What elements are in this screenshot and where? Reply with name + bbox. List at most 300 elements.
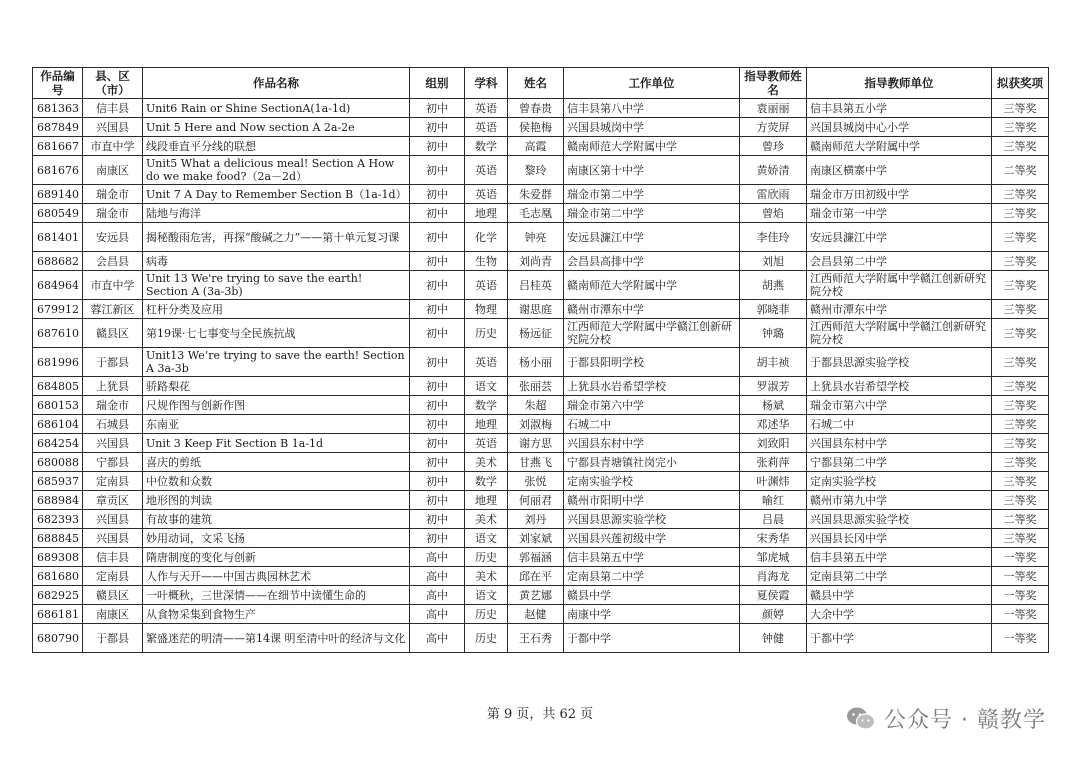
table-row xyxy=(33,319,1049,348)
cell-name: 曾春贵 xyxy=(508,99,564,118)
cell-county: 定南县 xyxy=(83,567,143,586)
cell-group: 初中 xyxy=(410,348,465,377)
cell-unit: 兴国县思源实验学校 xyxy=(564,510,740,529)
cell-unit: 宁都县青塘镇社岗完小 xyxy=(564,453,740,472)
cell-teacher: 张莉萍 xyxy=(740,453,807,472)
cell-county: 于都县 xyxy=(83,348,143,377)
cell-id: 688682 xyxy=(33,252,83,271)
cell-county: 上犹县 xyxy=(83,377,143,396)
cell-subject: 语文 xyxy=(465,529,508,548)
cell-id: 681363 xyxy=(33,99,83,118)
cell-id: 689140 xyxy=(33,185,83,204)
cell-group: 初中 xyxy=(410,252,465,271)
cell-title: 杠杆分类及应用 xyxy=(143,300,410,319)
cell-unit: 定南实验学校 xyxy=(564,472,740,491)
cell-name: 黄艺娜 xyxy=(508,586,564,605)
cell-award: 三等奖 xyxy=(992,252,1049,271)
cell-title: 骄路梨花 xyxy=(143,377,410,396)
cell-county: 市直中学 xyxy=(83,137,143,156)
cell-award: 一等奖 xyxy=(992,567,1049,586)
cell-group: 初中 xyxy=(410,99,465,118)
cell-subject: 英语 xyxy=(465,271,508,300)
table-row xyxy=(33,377,1049,396)
table-row xyxy=(33,156,1049,185)
cell-id: 684805 xyxy=(33,377,83,396)
cell-id: 680549 xyxy=(33,204,83,223)
cell-group: 初中 xyxy=(410,377,465,396)
cell-id: 686104 xyxy=(33,415,83,434)
cell-id: 685937 xyxy=(33,472,83,491)
cell-unit: 会昌县高排中学 xyxy=(564,252,740,271)
cell-teacher: 喻红 xyxy=(740,491,807,510)
cell-county: 定南县 xyxy=(83,472,143,491)
cell-title: 病毒 xyxy=(143,252,410,271)
cell-teacher-unit: 兴国县长冈中学 xyxy=(807,529,992,548)
cell-group: 初中 xyxy=(410,415,465,434)
cell-title: Unit 3 Keep Fit Section B 1a-1d xyxy=(143,434,410,453)
cell-unit: 信丰县第八中学 xyxy=(564,99,740,118)
cell-unit: 瑞金市第六中学 xyxy=(564,396,740,415)
cell-teacher: 郭晓菲 xyxy=(740,300,807,319)
header-award: 拟获奖项 xyxy=(992,68,1049,99)
cell-teacher: 钟健 xyxy=(740,624,807,653)
cell-group: 初中 xyxy=(410,396,465,415)
cell-unit: 上犹县水岩希望学校 xyxy=(564,377,740,396)
cell-group: 初中 xyxy=(410,223,465,252)
cell-group: 初中 xyxy=(410,118,465,137)
cell-name: 刘淑梅 xyxy=(508,415,564,434)
cell-teacher-unit: 江西师范大学附属中学赣江创新研究院分校 xyxy=(807,319,992,348)
cell-subject: 物理 xyxy=(465,300,508,319)
cell-name: 朱爱群 xyxy=(508,185,564,204)
table-row xyxy=(33,453,1049,472)
cell-teacher-unit: 兴国县东村中学 xyxy=(807,434,992,453)
table-row xyxy=(33,472,1049,491)
cell-unit: 江西师范大学附属中学赣江创新研究院分校 xyxy=(564,319,740,348)
table-row xyxy=(33,415,1049,434)
cell-subject: 历史 xyxy=(465,319,508,348)
cell-teacher: 叶渊炜 xyxy=(740,472,807,491)
cell-teacher: 刘致阳 xyxy=(740,434,807,453)
cell-name: 刘家斌 xyxy=(508,529,564,548)
cell-subject: 历史 xyxy=(465,605,508,624)
cell-id: 681401 xyxy=(33,223,83,252)
cell-county: 赣县区 xyxy=(83,586,143,605)
cell-teacher-unit: 南康区横寨中学 xyxy=(807,156,992,185)
cell-group: 初中 xyxy=(410,510,465,529)
cell-title: 妙用动词，文采飞扬 xyxy=(143,529,410,548)
cell-title: 从食物采集到食物生产 xyxy=(143,605,410,624)
cell-group: 高中 xyxy=(410,548,465,567)
cell-county: 章贡区 xyxy=(83,491,143,510)
cell-county: 信丰县 xyxy=(83,548,143,567)
cell-id: 688845 xyxy=(33,529,83,548)
cell-teacher-unit: 石城二中 xyxy=(807,415,992,434)
cell-county: 瑞金市 xyxy=(83,396,143,415)
cell-subject: 生物 xyxy=(465,252,508,271)
cell-group: 高中 xyxy=(410,586,465,605)
cell-teacher: 肖海龙 xyxy=(740,567,807,586)
cell-award: 三等奖 xyxy=(992,185,1049,204)
cell-title: Unit 13 We're trying to save the earth! Section A (3a-3b) xyxy=(143,271,410,300)
cell-county: 会昌县 xyxy=(83,252,143,271)
table-row xyxy=(33,204,1049,223)
cell-name: 张丽芸 xyxy=(508,377,564,396)
cell-unit: 南康中学 xyxy=(564,605,740,624)
cell-subject: 数学 xyxy=(465,137,508,156)
cell-title: Unit5 What a delicious meal! Section A How do we make food?（2a－2d） xyxy=(143,156,410,185)
cell-award: 三等奖 xyxy=(992,529,1049,548)
cell-subject: 化学 xyxy=(465,223,508,252)
cell-unit: 兴国县兴莲初级中学 xyxy=(564,529,740,548)
cell-unit: 石城二中 xyxy=(564,415,740,434)
cell-unit: 赣南师范大学附属中学 xyxy=(564,271,740,300)
table-row xyxy=(33,137,1049,156)
cell-county: 蓉江新区 xyxy=(83,300,143,319)
cell-id: 688984 xyxy=(33,491,83,510)
cell-name: 杨小丽 xyxy=(508,348,564,377)
cell-subject: 英语 xyxy=(465,434,508,453)
header-subject: 学科 xyxy=(465,68,508,99)
cell-title: 第19课·七七事变与全民族抗战 xyxy=(143,319,410,348)
cell-group: 高中 xyxy=(410,605,465,624)
cell-name: 王石秀 xyxy=(508,624,564,653)
cell-award: 三等奖 xyxy=(992,453,1049,472)
page-footer: 第 9 页，共 62 页 xyxy=(486,707,594,722)
cell-teacher-unit: 于都县思源实验学校 xyxy=(807,348,992,377)
cell-id: 686181 xyxy=(33,605,83,624)
cell-teacher: 曾珍 xyxy=(740,137,807,156)
cell-unit: 安远县濂江中学 xyxy=(564,223,740,252)
cell-group: 初中 xyxy=(410,204,465,223)
cell-unit: 赣县中学 xyxy=(564,586,740,605)
cell-county: 兴国县 xyxy=(83,118,143,137)
table-row xyxy=(33,118,1049,137)
cell-id: 687610 xyxy=(33,319,83,348)
cell-title: Unit6 Rain or Shine SectionA(1a-1d) xyxy=(143,99,410,118)
table-row xyxy=(33,185,1049,204)
cell-subject: 英语 xyxy=(465,348,508,377)
cell-teacher-unit: 赣州市潭东中学 xyxy=(807,300,992,319)
table-row xyxy=(33,99,1049,118)
cell-subject: 语文 xyxy=(465,586,508,605)
cell-award: 三等奖 xyxy=(992,319,1049,348)
cell-award: 三等奖 xyxy=(992,472,1049,491)
table-row xyxy=(33,586,1049,605)
cell-award: 一等奖 xyxy=(992,548,1049,567)
cell-teacher-unit: 信丰县第五中学 xyxy=(807,548,992,567)
cell-teacher-unit: 瑞金市第一中学 xyxy=(807,204,992,223)
cell-id: 680088 xyxy=(33,453,83,472)
cell-group: 初中 xyxy=(410,491,465,510)
cell-name: 邱在平 xyxy=(508,567,564,586)
cell-group: 初中 xyxy=(410,185,465,204)
cell-award: 一等奖 xyxy=(992,586,1049,605)
cell-county: 兴国县 xyxy=(83,510,143,529)
cell-unit: 南康区第十中学 xyxy=(564,156,740,185)
cell-title: 地形图的判读 xyxy=(143,491,410,510)
cell-teacher: 方荧屏 xyxy=(740,118,807,137)
cell-name: 侯艳梅 xyxy=(508,118,564,137)
cell-county: 赣县区 xyxy=(83,319,143,348)
cell-name: 刘丹 xyxy=(508,510,564,529)
cell-teacher: 胡丰祯 xyxy=(740,348,807,377)
cell-teacher-unit: 信丰县第五小学 xyxy=(807,99,992,118)
cell-award: 三等奖 xyxy=(992,137,1049,156)
cell-award: 二等奖 xyxy=(992,510,1049,529)
cell-teacher: 钟璐 xyxy=(740,319,807,348)
cell-teacher: 雷欣雨 xyxy=(740,185,807,204)
cell-subject: 英语 xyxy=(465,156,508,185)
cell-title: Unit 7 A Day to Remember Section B（1a-1d） xyxy=(143,185,410,204)
cell-name: 杨远征 xyxy=(508,319,564,348)
cell-teacher-unit: 定南县第二中学 xyxy=(807,567,992,586)
cell-award: 三等奖 xyxy=(992,99,1049,118)
cell-title: Unit13 We’re trying to save the earth! Section A 3a-3b xyxy=(143,348,410,377)
cell-teacher-unit: 瑞金市万田初级中学 xyxy=(807,185,992,204)
cell-teacher: 胡燕 xyxy=(740,271,807,300)
cell-award: 三等奖 xyxy=(992,118,1049,137)
cell-unit: 信丰县第五中学 xyxy=(564,548,740,567)
cell-subject: 地理 xyxy=(465,204,508,223)
header-unit: 工作单位 xyxy=(564,68,740,99)
cell-id: 682925 xyxy=(33,586,83,605)
cell-unit: 赣州市潭东中学 xyxy=(564,300,740,319)
cell-teacher: 吕晨 xyxy=(740,510,807,529)
cell-teacher-unit: 于都中学 xyxy=(807,624,992,653)
cell-group: 高中 xyxy=(410,567,465,586)
cell-group: 初中 xyxy=(410,156,465,185)
cell-award: 二等奖 xyxy=(992,156,1049,185)
cell-group: 高中 xyxy=(410,624,465,653)
cell-teacher-unit: 上犹县水岩希望学校 xyxy=(807,377,992,396)
cell-title: 繁盛迷茫的明清——第14课 明至清中叶的经济与文化 xyxy=(143,624,410,653)
cell-teacher: 袁丽丽 xyxy=(740,99,807,118)
cell-teacher: 夏侯霞 xyxy=(740,586,807,605)
cell-name: 谢方思 xyxy=(508,434,564,453)
cell-id: 679912 xyxy=(33,300,83,319)
header-row xyxy=(33,68,1049,99)
table-row xyxy=(33,529,1049,548)
cell-name: 谢思庭 xyxy=(508,300,564,319)
cell-county: 信丰县 xyxy=(83,99,143,118)
cell-unit: 赣州市阳明中学 xyxy=(564,491,740,510)
cell-name: 何丽君 xyxy=(508,491,564,510)
cell-teacher: 宋秀华 xyxy=(740,529,807,548)
cell-name: 黎玲 xyxy=(508,156,564,185)
cell-county: 于都县 xyxy=(83,624,143,653)
cell-county: 安远县 xyxy=(83,223,143,252)
cell-name: 甘燕飞 xyxy=(508,453,564,472)
cell-subject: 数学 xyxy=(465,472,508,491)
cell-group: 初中 xyxy=(410,453,465,472)
cell-title: 隋唐制度的变化与创新 xyxy=(143,548,410,567)
table-row xyxy=(33,396,1049,415)
cell-title: 有故事的建筑 xyxy=(143,510,410,529)
cell-subject: 美术 xyxy=(465,453,508,472)
cell-award: 三等奖 xyxy=(992,271,1049,300)
cell-name: 赵健 xyxy=(508,605,564,624)
cell-subject: 数学 xyxy=(465,396,508,415)
cell-teacher-unit: 赣州市第九中学 xyxy=(807,491,992,510)
cell-county: 兴国县 xyxy=(83,434,143,453)
header-teacher: 指导教师姓名 xyxy=(740,68,807,99)
cell-award: 三等奖 xyxy=(992,434,1049,453)
cell-award: 一等奖 xyxy=(992,605,1049,624)
cell-id: 681676 xyxy=(33,156,83,185)
cell-teacher: 罗淑芳 xyxy=(740,377,807,396)
cell-teacher: 刘旭 xyxy=(740,252,807,271)
watermark xyxy=(846,703,1046,734)
cell-id: 684254 xyxy=(33,434,83,453)
cell-title: 一叶概秋，三世深情——在细节中读懂生命的 xyxy=(143,586,410,605)
cell-county: 南康区 xyxy=(83,605,143,624)
cell-id: 682393 xyxy=(33,510,83,529)
cell-subject: 地理 xyxy=(465,491,508,510)
table-row xyxy=(33,548,1049,567)
table-row xyxy=(33,624,1049,653)
awards-table xyxy=(32,67,1049,653)
cell-id: 681680 xyxy=(33,567,83,586)
table-row xyxy=(33,223,1049,252)
cell-title: 东南亚 xyxy=(143,415,410,434)
cell-name: 高霞 xyxy=(508,137,564,156)
header-county: 县、区（市） xyxy=(83,68,143,99)
cell-teacher-unit: 兴国县思源实验学校 xyxy=(807,510,992,529)
cell-teacher-unit: 定南实验学校 xyxy=(807,472,992,491)
cell-award: 三等奖 xyxy=(992,491,1049,510)
cell-name: 朱超 xyxy=(508,396,564,415)
cell-teacher-unit: 江西师范大学附属中学赣江创新研究院分校 xyxy=(807,271,992,300)
header-teacher-unit: 指导教师单位 xyxy=(807,68,992,99)
cell-teacher: 曾焰 xyxy=(740,204,807,223)
cell-title: 喜庆的剪纸 xyxy=(143,453,410,472)
table-row xyxy=(33,434,1049,453)
table-row xyxy=(33,252,1049,271)
cell-title: Unit 5 Here and Now section A 2a-2e xyxy=(143,118,410,137)
cell-subject: 地理 xyxy=(465,415,508,434)
cell-group: 初中 xyxy=(410,472,465,491)
table-row xyxy=(33,300,1049,319)
cell-county: 瑞金市 xyxy=(83,185,143,204)
cell-county: 南康区 xyxy=(83,156,143,185)
cell-unit: 兴国县城岗中学 xyxy=(564,118,740,137)
cell-subject: 英语 xyxy=(465,99,508,118)
cell-name: 郭福涵 xyxy=(508,548,564,567)
cell-subject: 英语 xyxy=(465,185,508,204)
cell-subject: 美术 xyxy=(465,567,508,586)
cell-id: 687849 xyxy=(33,118,83,137)
cell-subject: 美术 xyxy=(465,510,508,529)
cell-county: 兴国县 xyxy=(83,529,143,548)
cell-teacher: 李佳玲 xyxy=(740,223,807,252)
cell-teacher-unit: 赣南师范大学附属中学 xyxy=(807,137,992,156)
cell-group: 初中 xyxy=(410,300,465,319)
cell-title: 人作与天开——中国古典园林艺术 xyxy=(143,567,410,586)
cell-county: 市直中学 xyxy=(83,271,143,300)
cell-teacher-unit: 瑞金市第六中学 xyxy=(807,396,992,415)
cell-award: 三等奖 xyxy=(992,300,1049,319)
table-row xyxy=(33,491,1049,510)
cell-group: 初中 xyxy=(410,319,465,348)
wechat-icon xyxy=(846,706,876,732)
cell-award: 三等奖 xyxy=(992,204,1049,223)
cell-teacher-unit: 赣县中学 xyxy=(807,586,992,605)
cell-id: 681667 xyxy=(33,137,83,156)
cell-name: 张悦 xyxy=(508,472,564,491)
cell-subject: 语文 xyxy=(465,377,508,396)
cell-teacher: 杨斌 xyxy=(740,396,807,415)
table-row xyxy=(33,605,1049,624)
cell-unit: 于都县阳明学校 xyxy=(564,348,740,377)
cell-name: 刘尚青 xyxy=(508,252,564,271)
cell-teacher: 颜婷 xyxy=(740,605,807,624)
cell-title: 陆地与海洋 xyxy=(143,204,410,223)
cell-award: 三等奖 xyxy=(992,223,1049,252)
header-group: 组别 xyxy=(410,68,465,99)
cell-teacher-unit: 宁都县第二中学 xyxy=(807,453,992,472)
cell-id: 681996 xyxy=(33,348,83,377)
cell-id: 680153 xyxy=(33,396,83,415)
cell-county: 石城县 xyxy=(83,415,143,434)
header-name: 姓名 xyxy=(508,68,564,99)
cell-name: 钟亮 xyxy=(508,223,564,252)
cell-unit: 于都中学 xyxy=(564,624,740,653)
cell-title: 尺规作图与创新作图 xyxy=(143,396,410,415)
cell-subject: 历史 xyxy=(465,548,508,567)
cell-title: 揭秘酸雨危害，再探“酸碱之力”——第十单元复习课 xyxy=(143,223,410,252)
cell-name: 毛志凰 xyxy=(508,204,564,223)
cell-award: 三等奖 xyxy=(992,415,1049,434)
cell-teacher: 邓述华 xyxy=(740,415,807,434)
cell-subject: 英语 xyxy=(465,118,508,137)
cell-unit: 定南县第二中学 xyxy=(564,567,740,586)
cell-group: 初中 xyxy=(410,271,465,300)
cell-award: 一等奖 xyxy=(992,624,1049,653)
cell-award: 三等奖 xyxy=(992,377,1049,396)
cell-teacher-unit: 大余中学 xyxy=(807,605,992,624)
header-title: 作品名称 xyxy=(143,68,410,99)
cell-award: 三等奖 xyxy=(992,396,1049,415)
table-row xyxy=(33,567,1049,586)
cell-title: 线段垂直平分线的联想 xyxy=(143,137,410,156)
cell-teacher: 黄娇清 xyxy=(740,156,807,185)
cell-unit: 赣南师范大学附属中学 xyxy=(564,137,740,156)
cell-teacher-unit: 兴国县城岗中心小学 xyxy=(807,118,992,137)
cell-teacher-unit: 安远县濂江中学 xyxy=(807,223,992,252)
cell-unit: 兴国县东村中学 xyxy=(564,434,740,453)
cell-group: 初中 xyxy=(410,529,465,548)
cell-id: 689308 xyxy=(33,548,83,567)
cell-id: 684964 xyxy=(33,271,83,300)
cell-subject: 历史 xyxy=(465,624,508,653)
cell-teacher-unit: 会昌县第二中学 xyxy=(807,252,992,271)
cell-group: 初中 xyxy=(410,434,465,453)
cell-county: 宁都县 xyxy=(83,453,143,472)
cell-unit: 瑞金市第二中学 xyxy=(564,204,740,223)
cell-award: 三等奖 xyxy=(992,348,1049,377)
header-id: 作品编号 xyxy=(33,68,83,99)
table-row xyxy=(33,348,1049,377)
cell-unit: 瑞金市第二中学 xyxy=(564,185,740,204)
cell-county: 瑞金市 xyxy=(83,204,143,223)
table-row xyxy=(33,271,1049,300)
cell-name: 吕桂英 xyxy=(508,271,564,300)
watermark-text: 公众号 · 赣教学 xyxy=(884,708,1046,733)
cell-group: 初中 xyxy=(410,137,465,156)
cell-title: 中位数和众数 xyxy=(143,472,410,491)
table-row xyxy=(33,510,1049,529)
